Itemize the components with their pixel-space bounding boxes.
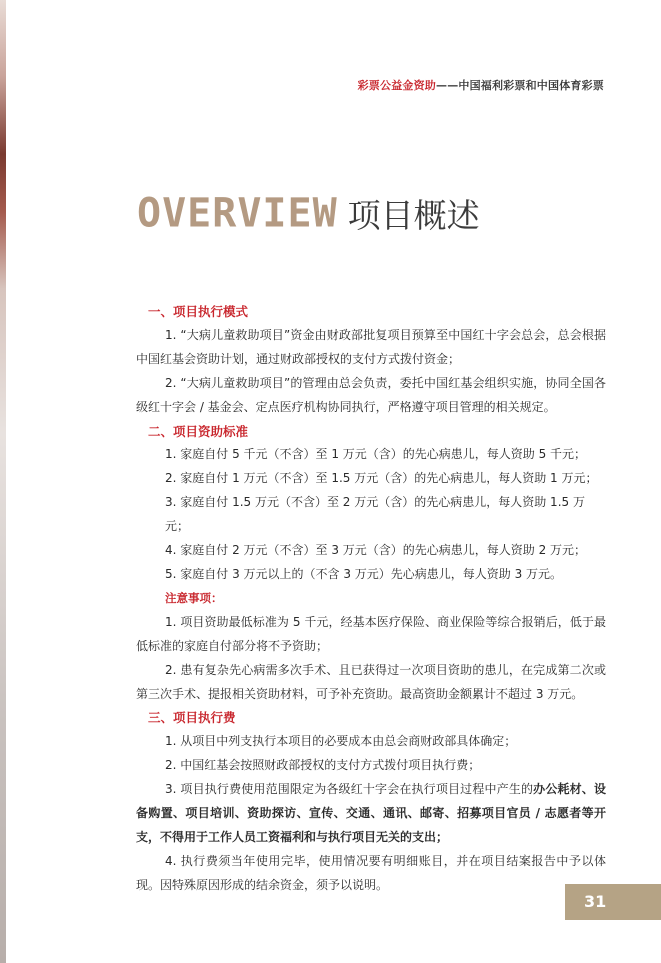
header-dark-text: ——中国福利彩票和中国体育彩票 [436,79,604,92]
decorative-edge-strip [0,0,6,963]
page-title [137,190,480,237]
paragraph: 4. 执行费须当年使用完毕，使用情况要有明细账目，并在项目结案报告中予以体现。因特殊原因形成的结余资金，须予以说明。 [136,853,606,892]
title-chinese: 项目概述 [347,196,480,235]
notes-heading: 注意事项： [165,590,223,605]
title-english: OVERVIEW [137,190,338,237]
paragraph: 1. 项目资助最低标准为 5 千元，经基本医疗保险、商业保险等综合报销后，低于最低标准的家庭自付部分将不予资助； [136,614,606,653]
running-header [358,77,604,93]
list-item: 4. 家庭自付 2 万元（不含）至 3 万元（含）的先心病患儿，每人资助 2 万元； [165,543,587,558]
paragraph: 2. 患有复杂先心病需多次手术、且已获得过一次项目资助的患儿，在完成第二次或第三次手术、提报相关资助材料，可予补充资助。最高资助金额累计不超过 3 万元。 [136,662,606,701]
item3-normal-text: 3. 项目执行费使用范围限定为各级红十字会在执行项目过程中产生的 [165,782,534,797]
page-number: 31 [565,884,661,920]
section-heading-execution-fee: 三、项目执行费 [148,710,236,726]
section-heading-execution-mode: 一、项目执行模式 [148,304,249,319]
paragraph: 1. “大病儿童救助项目”资金由财政部批复项目预算至中国红十字会总会，总会根据中国红基会资助计划，通过财政部授权的支付方式拨付资金； [136,327,606,366]
list-item: 2. 中国红基会按照财政部授权的支付方式拨付项目执行费； [165,758,481,773]
paragraph [136,778,606,850]
list-item: 5. 家庭自付 3 万元以上的（不含 3 万元）先心病患儿，每人资助 3 万元。 [165,566,563,581]
list-item: 2. 家庭自付 1 万元（不含）至 1.5 万元（含）的先心病患儿，每人资助 1 万元； [165,471,598,486]
body-content [136,300,606,898]
header-red-text: 彩票公益金资助 [357,79,436,92]
list-item: 1. 从项目中列支执行本项目的必要成本由总会商财政部具体确定； [165,734,517,749]
list-item: 1. 家庭自付 5 千元（不含）至 1 万元（含）的先心病患儿，每人资助 5 千元； [165,447,587,462]
section-heading-funding-standard: 二、项目资助标准 [148,423,249,439]
paragraph: 2. “大病儿童救助项目”的管理由总会负责，委托中国红基会组织实施，协同全国各级红十字会 / 基金会、定点医疗机构协同执行，严格遵守项目管理的相关规定。 [136,375,606,414]
list-item: 3. 家庭自付 1.5 万元（不含）至 2 万元（含）的先心病患儿，每人资助 1.5 万元； [165,495,585,534]
item3-bold-text: 办公耗材、设备购置、项目培训、资助探访、宣传、交通、通讯、邮寄、招募项目官员 / 志愿者等开支，不得用于工作人员工资福利和与执行项目无关的支出； [136,782,606,844]
